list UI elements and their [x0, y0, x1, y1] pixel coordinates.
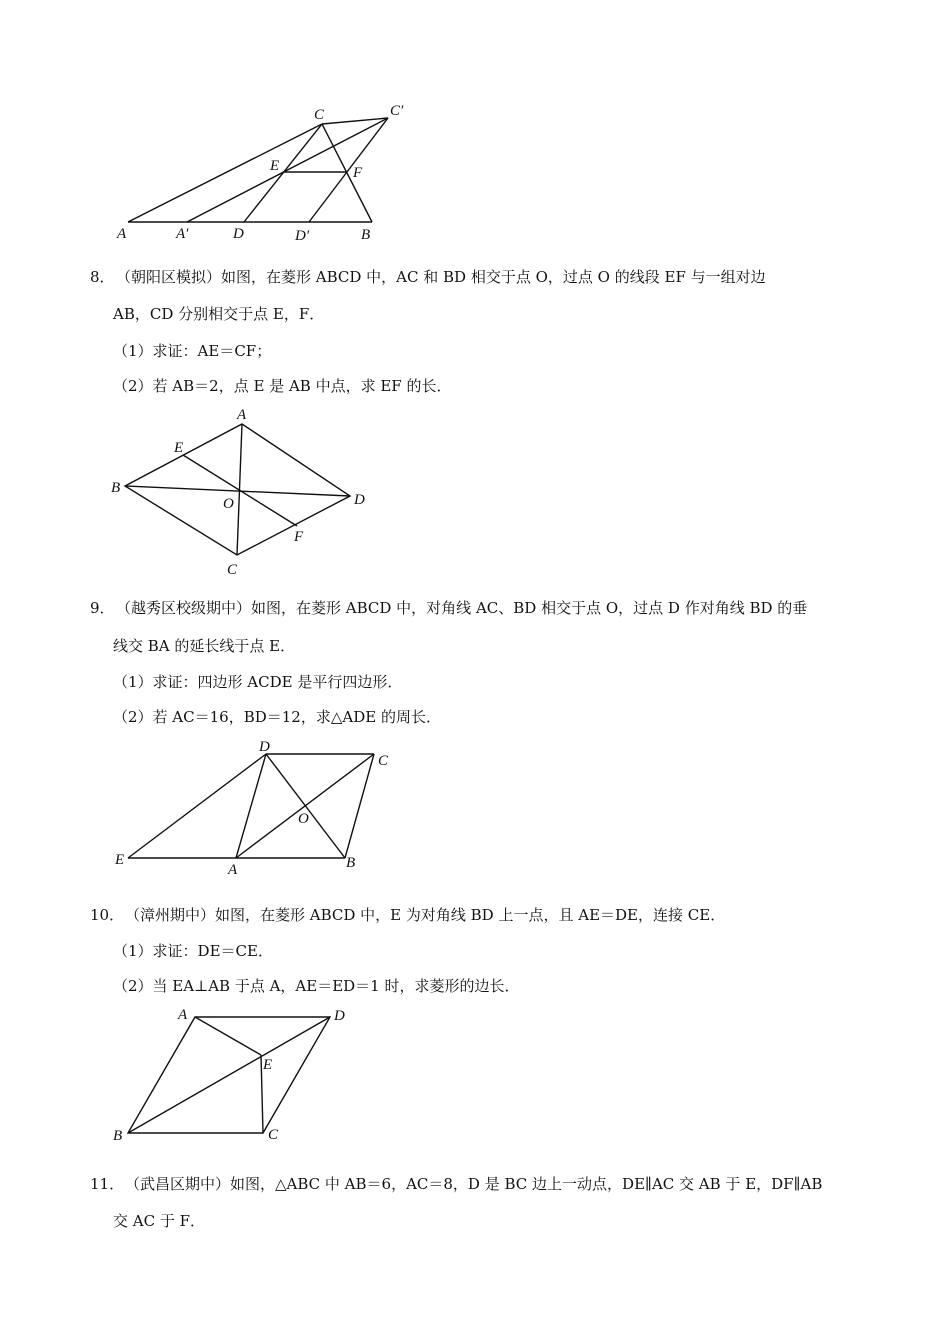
label-D: D	[259, 739, 270, 755]
question-8-number: 8．	[90, 268, 115, 286]
question-9-part-1: （1）求证：四边形 ACDE 是平行四边形．	[113, 673, 403, 691]
question-9-number: 9．	[90, 599, 115, 617]
label-F: F	[294, 529, 304, 545]
question-9-line-2: 线交 BA 的延长线于点 E．	[113, 637, 296, 655]
label-E: E	[174, 440, 184, 456]
label-A: A	[178, 1007, 188, 1023]
label-D-prime: D′	[295, 228, 310, 244]
question-8-line-2: AB，CD 分别相交于点 E，F．	[113, 305, 325, 323]
label-O: O	[223, 496, 234, 512]
label-D: D	[354, 492, 365, 508]
question-11-line-2: 交 AC 于 F．	[113, 1212, 206, 1230]
label-D: D	[233, 226, 244, 242]
question-9-text-1: （越秀区校级期中）如图，在菱形 ABCD 中，对角线 AC、BD 相交于点 O，过点 D 作对角线 BD 的垂	[116, 599, 808, 617]
segment-AC	[128, 124, 322, 222]
figure-previous-question	[0, 0, 950, 250]
label-C: C	[378, 753, 389, 769]
label-C: C	[314, 107, 325, 123]
question-11-text-1: （武昌区期中）如图，△ABC 中 AB＝6，AC＝8，D 是 BC 边上一动点，DE∥AC 交 AB 于 E，DF∥AB	[125, 1175, 823, 1193]
question-10-part-2: （2）当 EA⊥AB 于点 A，AE＝ED＝1 时，求菱形的边长．	[113, 977, 520, 995]
label-F: F	[353, 165, 363, 181]
segment-AE	[195, 1017, 261, 1055]
diagonal-DB	[266, 754, 345, 858]
question-10-part-1: （1）求证：DE＝CE．	[113, 942, 273, 960]
question-11-number: 11．	[90, 1175, 125, 1193]
segment-CD	[244, 124, 322, 222]
label-C: C	[268, 1127, 279, 1143]
label-C-prime: C′	[390, 103, 404, 119]
label-A-prime: A′	[176, 226, 189, 242]
label-B: B	[111, 480, 121, 496]
label-A: A	[117, 226, 127, 242]
label-E: E	[263, 1057, 273, 1073]
label-B: B	[113, 1128, 123, 1144]
diagonal-BD	[125, 486, 350, 496]
label-E: E	[115, 852, 125, 868]
question-10-number: 10．	[90, 906, 125, 924]
label-A: A	[228, 862, 238, 878]
figure-question-9	[0, 735, 950, 880]
label-B: B	[346, 855, 356, 871]
label-B: B	[361, 227, 371, 243]
question-8-part-1: （1）求证：AE＝CF；	[113, 342, 272, 360]
segment-CB	[345, 754, 374, 858]
diagonal-BD	[128, 1017, 330, 1133]
segment-ED	[128, 754, 266, 858]
question-8-part-2: （2）若 AB＝2，点 E 是 AB 中点，求 EF 的长．	[113, 377, 452, 395]
label-A: A	[237, 407, 247, 423]
figure-question-8	[0, 400, 950, 580]
label-C: C	[227, 562, 238, 578]
label-E: E	[270, 158, 280, 174]
question-8-text-1: （朝阳区模拟）如图，在菱形 ABCD 中，AC 和 BD 相交于点 O，过点 O 的线段 EF 与一组对边	[116, 268, 766, 286]
segment-C-prime-D-prime	[309, 118, 388, 222]
question-9-part-2: （2）若 AC＝16，BD＝12，求△ADE 的周长．	[113, 708, 441, 726]
label-D: D	[334, 1008, 345, 1024]
question-10-text-1: （漳州期中）如图，在菱形 ABCD 中，E 为对角线 BD 上一点，且 AE＝DE，连接 CE．	[125, 906, 726, 924]
segment-DA	[236, 754, 266, 858]
figure-question-10	[0, 1000, 950, 1150]
label-O: O	[298, 811, 309, 827]
